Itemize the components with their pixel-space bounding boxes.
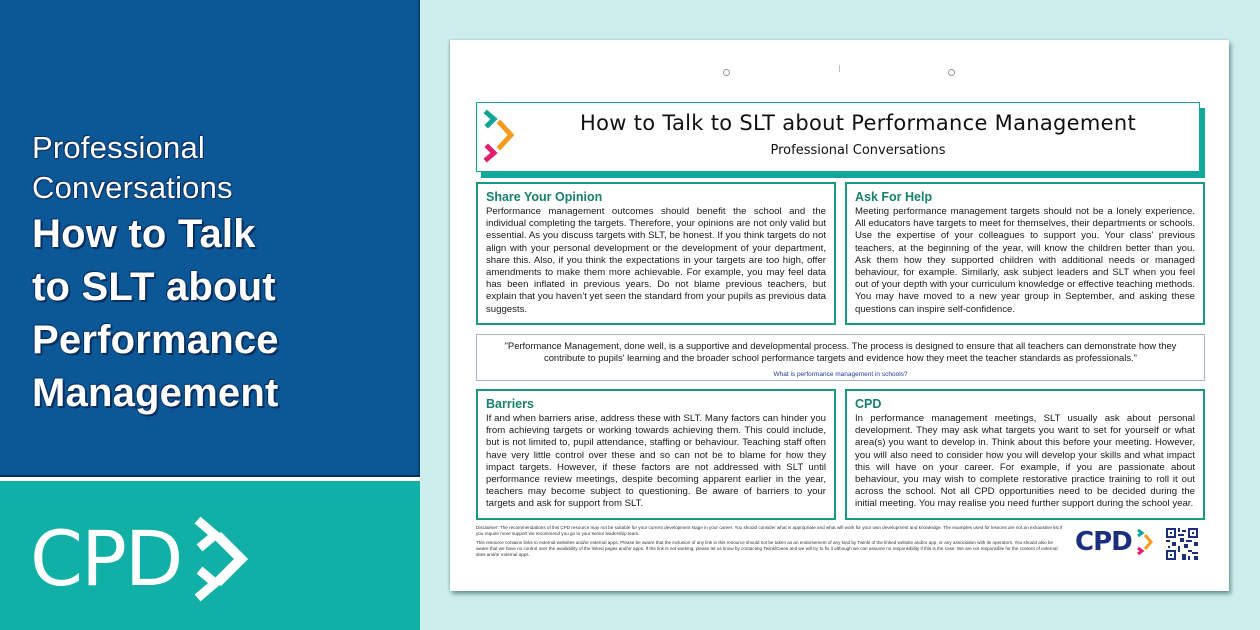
title-block bbox=[32, 128, 279, 420]
section-body: If and when barriers arise, address these with SLT. Many factors can hinder you from achieving targets or working towards achieving them. This could include, but is not limited to, pupil attendance, staffing or behaviour. Teaching staff often have very little control over these and so can not be to blame for how they impact targets. However, if these factors are not addressed with SLT until performance review meetings, despite becoming apparent earlier in the year, teachers may become subject to questioning. Be aware of barriers to your targets and ask for support from SLT. bbox=[486, 413, 826, 510]
section-share-your-opinion bbox=[476, 182, 836, 325]
section-title: CPD bbox=[855, 397, 882, 411]
subtitle-line-1: Professional bbox=[32, 130, 205, 165]
chevron-arrows-icon bbox=[1135, 527, 1155, 557]
left-panel bbox=[0, 0, 420, 630]
section-body: Performance management outcomes should benefit the school and the individual completing the targets. Therefore, your opinions are not only valid but essential. As you discuss targets with SLT, be honest. If you think targets do not align with your personal development or the development of your department, share this. Also, if you think the expectations in your targets are too high, offer amendments to make them more achievable. For example, you may feel data has been inflated in previous years. Do not blame previous teachers, but explain that you haven’t yet seen the standard from your pupils as previous data suggests. bbox=[486, 206, 826, 315]
quote-source-link[interactable]: What is performance management in schools? bbox=[773, 371, 908, 378]
section-cpd bbox=[845, 389, 1205, 520]
document-title: How to Talk to SLT about Performance Management bbox=[580, 111, 1136, 135]
footer-cpd-logo bbox=[1075, 527, 1155, 557]
section-body: In performance management meetings, SLT usually ask about personal development. They may ask what targets you want to set for yourself or what area(s) you want to develop in. Think about this before your meeting. However, you will also need to consider how you will develop your skills and what impact this will have on your career. For example, if you are passionate about behaviour, you may wish to complete restorative practice training to roll it out across the school. Not all CPD opportunities need to be decided during the initial meeting. You may realise you need further support during the school year. bbox=[855, 413, 1195, 510]
title-line-4: Management bbox=[32, 371, 279, 415]
cpd-logo-text: CPD bbox=[30, 514, 182, 603]
cpd-logo bbox=[30, 515, 253, 603]
document-subtitle: Professional Conversations bbox=[770, 143, 946, 158]
title-line-2: to SLT about bbox=[32, 265, 276, 309]
document-page bbox=[450, 40, 1229, 591]
title-line-1: How to Talk bbox=[32, 212, 256, 256]
quote-box bbox=[476, 334, 1205, 381]
punch-hole-icon bbox=[948, 69, 955, 76]
section-title: Ask For Help bbox=[855, 190, 933, 204]
disclaimer-paragraph: This resource contains links to external websites and/or external apps. Please be aware that the inclusion of any link in this resource should not be taken as an endorsement of any kind by Twinkl of the linked website and/or app, or any association with its operators. You should also be aware that we have no control over the availability of the linked pages and/or apps. If the link is not working, please let us know by contacting TwinklCares and we will try to fix it although we can assume no responsibility if this is the case. We are not responsible for the content of external sites and/or external apps. bbox=[476, 540, 1058, 557]
chevron-arrows-icon bbox=[483, 109, 519, 165]
chevron-arrows-icon bbox=[193, 515, 253, 603]
quote-text: "Performance Management, done well, is a supportive and developmental process. The process is designed to ensure that all teachers can demonstrate how they contribute to pupils' learning and the broader school performance targets and evidence how they meet the teacher standards as professionals." bbox=[504, 340, 1177, 363]
qr-code-icon[interactable] bbox=[1166, 528, 1198, 560]
section-body: Meeting performance management targets should not be a lonely experience. All educators have targets to meet for themselves, their departments or schools. Use the expertise of your colleagues to support you. Your class’ previous teachers, at the beginning of the year, will know the children better than you. Ask them how they supported children with additional needs or managed behaviour, for example. Similarly, ask subject leaders and SLT when you feel out of your depth with your curriculum knowledge or effective teaching methods. You may have moved to a new year group in September, and asking these questions can inspire self-confidence. bbox=[855, 206, 1195, 315]
section-barriers bbox=[476, 389, 836, 520]
subtitle-line-2: Conversations bbox=[32, 170, 233, 205]
center-mark bbox=[839, 65, 840, 72]
section-title: Share Your Opinion bbox=[486, 190, 603, 204]
left-title-area bbox=[0, 0, 420, 477]
document-header bbox=[476, 102, 1200, 172]
section-title: Barriers bbox=[486, 397, 534, 411]
disclaimer bbox=[476, 525, 1066, 561]
footer-logo-text: CPD bbox=[1075, 527, 1132, 557]
disclaimer-paragraph: Disclaimer: The recommendations of this CPD resource may not be suitable for your current development stage in your career. You should consider what is appropriate and what will work for your own development and knowledge. The examples used for lessons are not an exhaustive list if you require more support we recommend you go to your senior leadership team. bbox=[476, 525, 1063, 536]
punch-hole-icon bbox=[723, 69, 730, 76]
title-line-3: Performance bbox=[32, 318, 279, 362]
section-ask-for-help bbox=[845, 182, 1205, 325]
